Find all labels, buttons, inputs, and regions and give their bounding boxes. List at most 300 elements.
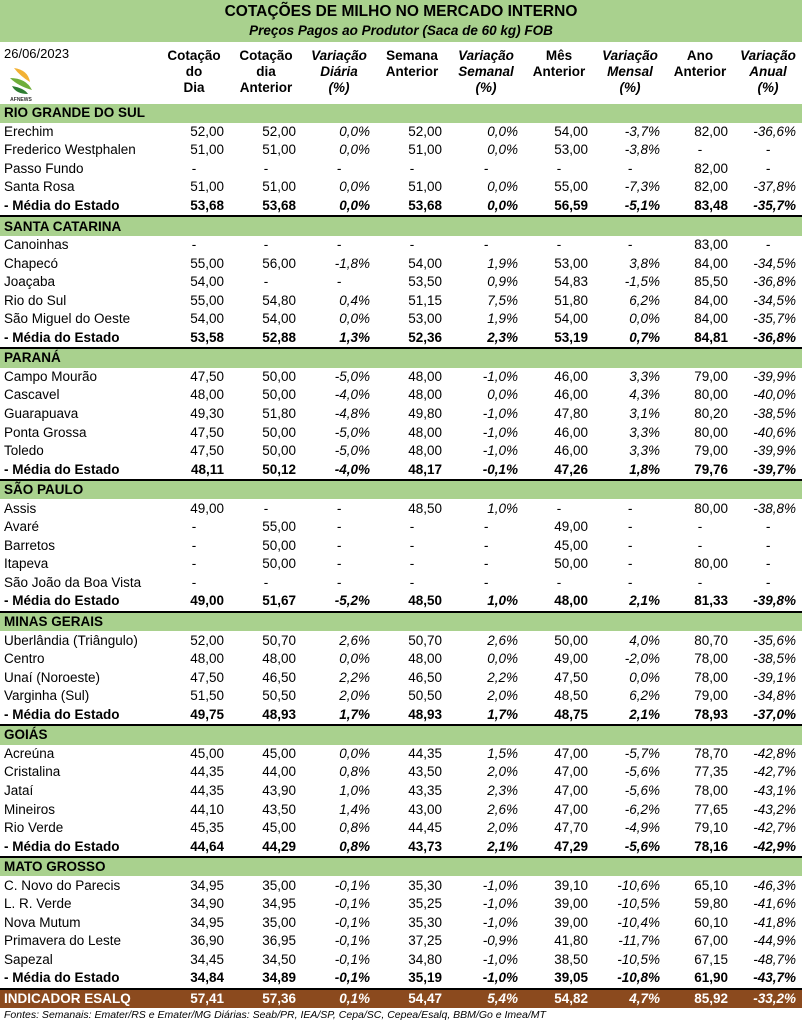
price-cell: -4,9% xyxy=(624,820,660,836)
price-cell: 2,0% xyxy=(487,764,518,780)
price-cell: 50,70 xyxy=(262,632,296,648)
price-cell: 39,00 xyxy=(554,896,588,912)
location-name: Frederico Westphalen xyxy=(4,142,136,158)
price-cell: -1,0% xyxy=(482,406,518,422)
price-cell: 79,76 xyxy=(666,460,734,480)
price-cell: - xyxy=(697,537,703,553)
page-subtitle: Preços Pagos ao Produtor (Saca de 60 kg) FOB xyxy=(249,23,553,38)
price-cell: 1,7% xyxy=(448,706,524,726)
price-cell: 48,17 xyxy=(376,460,448,480)
price-cell: 1,0% xyxy=(339,782,370,798)
price-cell: - xyxy=(765,556,771,572)
price-cell: -35,6% xyxy=(753,632,797,648)
price-cell: 50,00 xyxy=(262,556,296,572)
price-cell: 47,00 xyxy=(554,745,588,761)
price-cell: - xyxy=(263,500,269,516)
price-cell: -44,9% xyxy=(753,933,797,949)
price-cell: -33,2% xyxy=(734,989,802,1009)
price-cell: 53,19 xyxy=(524,329,594,349)
price-cell: 34,50 xyxy=(262,951,296,967)
price-cell: 80,70 xyxy=(694,632,728,648)
price-cell: 49,80 xyxy=(408,406,442,422)
city-row xyxy=(0,236,802,255)
price-cell: 50,00 xyxy=(554,556,588,572)
location-name: Acreúna xyxy=(4,745,55,761)
price-cell: -4,0% xyxy=(334,387,370,403)
price-cell: 49,00 xyxy=(190,500,224,516)
price-cell: -38,5% xyxy=(753,406,797,422)
price-cell: - xyxy=(556,237,562,253)
city-row xyxy=(0,763,802,782)
price-cell: 1,8% xyxy=(594,460,666,480)
price-cell: - xyxy=(627,556,633,572)
state-section-header xyxy=(0,348,802,368)
page-title: COTAÇÕES DE MILHO NO MERCADO INTERNO xyxy=(224,3,578,20)
city-row xyxy=(0,650,802,669)
price-cell: - xyxy=(697,142,703,158)
price-cell: 45,35 xyxy=(190,820,224,836)
price-cell: 47,50 xyxy=(190,368,224,384)
price-cell: -5,6% xyxy=(624,764,660,780)
price-cell: 1,3% xyxy=(302,329,376,349)
price-cell: 47,50 xyxy=(554,669,588,685)
price-cell: 54,80 xyxy=(262,292,296,308)
price-cell: -5,1% xyxy=(594,197,666,217)
price-cell: 34,95 xyxy=(262,896,296,912)
price-cell: - xyxy=(483,556,489,572)
price-cell: -10,5% xyxy=(617,896,660,912)
price-cell: 51,80 xyxy=(554,292,588,308)
price-cell: 85,50 xyxy=(694,274,728,290)
state-section-header xyxy=(0,216,802,236)
price-cell: 48,00 xyxy=(408,387,442,403)
price-cell: -10,5% xyxy=(617,951,660,967)
location-name: - Média do Estado xyxy=(0,837,158,857)
price-cell: 44,35 xyxy=(190,764,224,780)
price-cell: 80,00 xyxy=(694,424,728,440)
city-row xyxy=(0,123,802,142)
location-name: - Média do Estado xyxy=(0,329,158,349)
state-name: SÃO PAULO xyxy=(0,480,802,500)
price-cell: 59,80 xyxy=(694,896,728,912)
price-cell: - xyxy=(483,537,489,553)
price-cell: 0,0% xyxy=(629,311,660,327)
price-cell: 35,00 xyxy=(262,914,296,930)
price-cell: 79,10 xyxy=(694,820,728,836)
esalq-indicator-row xyxy=(0,989,802,1009)
price-cell: 53,68 xyxy=(158,197,230,217)
price-cell: 48,50 xyxy=(376,592,448,612)
price-cell: 45,00 xyxy=(262,820,296,836)
price-cell: 1,0% xyxy=(448,592,524,612)
price-cell: 50,00 xyxy=(262,443,296,459)
price-cell: 2,1% xyxy=(594,592,666,612)
state-average-row xyxy=(0,837,802,857)
price-cell: -6,2% xyxy=(624,801,660,817)
city-row xyxy=(0,914,802,933)
location-name: Rio do Sul xyxy=(4,292,67,308)
price-cell: -3,7% xyxy=(624,123,660,139)
price-cell: 4,0% xyxy=(629,632,660,648)
price-cell: 47,50 xyxy=(190,669,224,685)
price-cell: 84,00 xyxy=(694,311,728,327)
price-cell: 2,0% xyxy=(487,820,518,836)
price-cell: -39,9% xyxy=(753,443,797,459)
city-row xyxy=(0,442,802,461)
price-cell: -0,1% xyxy=(334,877,370,893)
price-cell: -4,8% xyxy=(334,406,370,422)
price-cell: -0,9% xyxy=(482,933,518,949)
price-cell: 47,00 xyxy=(554,801,588,817)
price-cell: 44,35 xyxy=(190,782,224,798)
price-cell: - xyxy=(409,537,415,553)
price-cell: 79,00 xyxy=(694,368,728,384)
price-cell: 35,00 xyxy=(262,877,296,893)
price-cell: 54,00 xyxy=(190,274,224,290)
price-cell: 50,00 xyxy=(262,537,296,553)
price-cell: -0,1% xyxy=(302,969,376,989)
state-average-row xyxy=(0,460,802,480)
price-cell: -42,7% xyxy=(753,820,797,836)
price-cell: - xyxy=(191,574,197,590)
price-cell: 48,75 xyxy=(524,706,594,726)
price-cell: - xyxy=(336,274,342,290)
location-name: Cascavel xyxy=(4,387,60,403)
location-name: Mineiros xyxy=(4,801,56,817)
city-row xyxy=(0,819,802,838)
price-cell: 37,25 xyxy=(408,933,442,949)
price-cell: 54,00 xyxy=(554,123,588,139)
price-cell: - xyxy=(483,160,489,176)
price-cell: - xyxy=(191,519,197,535)
price-cell: -35,7% xyxy=(734,197,802,217)
price-cell: 0,7% xyxy=(594,329,666,349)
column-header: Variação Anual (%) xyxy=(740,48,796,95)
price-cell: -1,0% xyxy=(482,914,518,930)
price-cell: 1,9% xyxy=(487,255,518,271)
price-cell: 4,7% xyxy=(594,989,666,1009)
price-cell: 77,35 xyxy=(694,764,728,780)
price-cell: 43,50 xyxy=(408,764,442,780)
price-cell: - xyxy=(409,574,415,590)
state-name: PARANÁ xyxy=(0,348,802,368)
price-cell: 49,30 xyxy=(190,406,224,422)
price-cell: -3,8% xyxy=(624,142,660,158)
price-cell: 0,0% xyxy=(487,142,518,158)
price-cell: -2,0% xyxy=(624,651,660,667)
price-cell: 2,3% xyxy=(487,782,518,798)
price-cell: 47,00 xyxy=(554,782,588,798)
price-cell: 56,00 xyxy=(262,255,296,271)
price-cell: 48,93 xyxy=(376,706,448,726)
price-cell: 39,10 xyxy=(554,877,588,893)
price-cell: 47,00 xyxy=(554,764,588,780)
price-cell: - xyxy=(627,160,633,176)
price-cell: 48,00 xyxy=(408,651,442,667)
price-cell: 35,19 xyxy=(376,969,448,989)
price-cell: - xyxy=(627,537,633,553)
price-cell: - xyxy=(556,574,562,590)
price-cell: 50,00 xyxy=(262,368,296,384)
price-cell: 0,1% xyxy=(302,989,376,1009)
location-name: C. Novo do Parecis xyxy=(4,877,121,893)
city-row xyxy=(0,932,802,951)
price-cell: -5,7% xyxy=(624,745,660,761)
price-cell: 54,82 xyxy=(524,989,594,1009)
price-cell: -7,3% xyxy=(624,179,660,195)
location-name: INDICADOR ESALQ xyxy=(0,989,158,1009)
price-cell: -43,2% xyxy=(753,801,797,817)
price-cell: 54,00 xyxy=(554,311,588,327)
price-cell: - xyxy=(263,274,269,290)
city-row xyxy=(0,160,802,179)
price-cell: -39,9% xyxy=(753,368,797,384)
price-cell: -5,6% xyxy=(594,837,666,857)
location-name: Sapezal xyxy=(4,951,53,967)
price-cell: 0,0% xyxy=(339,651,370,667)
price-cell: 2,1% xyxy=(448,837,524,857)
location-name: Campo Mourão xyxy=(4,368,98,384)
price-cell: - xyxy=(483,519,489,535)
state-section-header xyxy=(0,104,802,123)
price-cell: - xyxy=(336,537,342,553)
price-cell: -41,6% xyxy=(753,896,797,912)
price-cell: 54,00 xyxy=(262,311,296,327)
location-name: - Média do Estado xyxy=(0,197,158,217)
price-cell: 3,8% xyxy=(629,255,660,271)
price-cell: 53,68 xyxy=(230,197,302,217)
price-cell: 67,15 xyxy=(694,951,728,967)
city-row xyxy=(0,631,802,650)
price-cell: -35,7% xyxy=(753,311,797,327)
price-cell: 38,50 xyxy=(554,951,588,967)
price-cell: -5,0% xyxy=(334,424,370,440)
price-cell: - xyxy=(191,237,197,253)
price-cell: 51,80 xyxy=(262,406,296,422)
price-cell: 0,0% xyxy=(339,745,370,761)
price-cell: 45,00 xyxy=(554,537,588,553)
price-cell: - xyxy=(336,556,342,572)
price-cell: 80,00 xyxy=(694,387,728,403)
price-cell: 35,30 xyxy=(408,877,442,893)
price-cell: 48,11 xyxy=(158,460,230,480)
price-cell: 48,00 xyxy=(190,387,224,403)
price-cell: 0,8% xyxy=(302,837,376,857)
price-cell: 50,00 xyxy=(554,632,588,648)
price-cell: 34,95 xyxy=(190,877,224,893)
price-cell: 53,68 xyxy=(376,197,448,217)
price-cell: 0,9% xyxy=(487,274,518,290)
price-cell: 43,35 xyxy=(408,782,442,798)
price-cell: 1,9% xyxy=(487,311,518,327)
location-name: - Média do Estado xyxy=(0,460,158,480)
price-cell: - xyxy=(191,556,197,572)
price-cell: 50,50 xyxy=(262,688,296,704)
price-cell: - xyxy=(336,160,342,176)
price-cell: - xyxy=(409,556,415,572)
price-cell: 78,70 xyxy=(694,745,728,761)
price-cell: 51,00 xyxy=(408,142,442,158)
price-cell: -11,7% xyxy=(618,933,660,949)
price-cell: 43,73 xyxy=(376,837,448,857)
location-name: Assis xyxy=(4,500,37,516)
price-cell: 47,26 xyxy=(524,460,594,480)
price-cell: 46,00 xyxy=(554,368,588,384)
price-cell: 81,33 xyxy=(666,592,734,612)
price-cell: 4,3% xyxy=(629,387,660,403)
city-row xyxy=(0,555,802,574)
location-name: Varginha (Sul) xyxy=(4,688,90,704)
price-cell: -5,6% xyxy=(624,782,660,798)
price-cell: 44,10 xyxy=(190,801,224,817)
price-cell: 54,47 xyxy=(376,989,448,1009)
price-cell: 53,00 xyxy=(408,311,442,327)
price-cell: -36,6% xyxy=(753,123,797,139)
price-cell: 47,50 xyxy=(190,424,224,440)
state-section-header xyxy=(0,857,802,877)
price-cell: -4,0% xyxy=(302,460,376,480)
price-cell: 60,10 xyxy=(694,914,728,930)
price-cell: 45,00 xyxy=(262,745,296,761)
price-cell: 36,90 xyxy=(190,933,224,949)
state-name: GOIÁS xyxy=(0,725,802,745)
afnews-logo-icon xyxy=(4,64,38,102)
price-cell: 39,05 xyxy=(524,969,594,989)
location-name: Erechim xyxy=(4,123,54,139)
price-cell: - xyxy=(409,237,415,253)
price-cell: 0,0% xyxy=(487,651,518,667)
price-cell: -46,3% xyxy=(753,877,797,893)
price-cell: 2,1% xyxy=(594,706,666,726)
price-cell: 49,00 xyxy=(554,651,588,667)
city-row xyxy=(0,518,802,537)
location-name: Rio Verde xyxy=(4,820,64,836)
price-cell: 7,5% xyxy=(487,292,518,308)
price-cell: 0,0% xyxy=(629,669,660,685)
price-cell: 1,5% xyxy=(487,745,518,761)
price-cell: -1,5% xyxy=(624,274,660,290)
location-name: Centro xyxy=(4,651,45,667)
price-cell: -34,5% xyxy=(753,255,797,271)
city-row xyxy=(0,782,802,801)
price-cell: 2,6% xyxy=(487,632,518,648)
price-cell: -5,0% xyxy=(334,443,370,459)
price-cell: -10,6% xyxy=(617,877,660,893)
price-cell: - xyxy=(556,500,562,516)
price-cell: 52,00 xyxy=(262,123,296,139)
price-cell: 48,93 xyxy=(230,706,302,726)
price-cell: 47,70 xyxy=(554,820,588,836)
city-row xyxy=(0,254,802,273)
price-cell: 55,00 xyxy=(262,519,296,535)
city-row xyxy=(0,291,802,310)
location-name: Itapeva xyxy=(4,556,49,572)
price-cell: 0,8% xyxy=(339,820,370,836)
price-cell: -10,4% xyxy=(617,914,660,930)
price-cell: -5,0% xyxy=(334,368,370,384)
price-cell: 56,59 xyxy=(524,197,594,217)
city-row xyxy=(0,499,802,518)
location-name: Canoinhas xyxy=(4,237,69,253)
price-cell: 47,50 xyxy=(190,443,224,459)
location-name: Ponta Grossa xyxy=(4,424,87,440)
city-row xyxy=(0,368,802,387)
state-name: SANTA CATARINA xyxy=(0,216,802,236)
price-cell: -1,0% xyxy=(482,951,518,967)
state-section-header xyxy=(0,480,802,500)
price-cell: -40,0% xyxy=(753,387,797,403)
price-cell: 2,3% xyxy=(448,329,524,349)
price-cell: -39,7% xyxy=(734,460,802,480)
location-name: Joaçaba xyxy=(4,274,56,290)
price-cell: 82,00 xyxy=(694,179,728,195)
column-header: Ano Anterior xyxy=(673,48,727,79)
location-name: Uberlândia (Triângulo) xyxy=(4,632,138,648)
price-cell: 0,4% xyxy=(339,292,370,308)
price-cell: 83,48 xyxy=(666,197,734,217)
price-cell: 48,00 xyxy=(408,443,442,459)
location-name: - Média do Estado xyxy=(0,969,158,989)
price-cell: 1,7% xyxy=(302,706,376,726)
price-cell: -1,0% xyxy=(482,443,518,459)
column-header: Variação Semanal (%) xyxy=(458,48,514,95)
price-cell: -39,1% xyxy=(753,669,797,685)
price-cell: - xyxy=(409,160,415,176)
price-cell: 0,0% xyxy=(302,197,376,217)
price-cell: 53,00 xyxy=(554,142,588,158)
price-cell: -37,0% xyxy=(734,706,802,726)
price-cell: 45,00 xyxy=(190,745,224,761)
price-cell: 3,3% xyxy=(629,424,660,440)
city-row xyxy=(0,895,802,914)
column-header: Mês Anterior xyxy=(532,48,586,79)
city-row xyxy=(0,876,802,895)
price-cell: -5,2% xyxy=(302,592,376,612)
price-cell: 51,00 xyxy=(190,142,224,158)
location-name: Toledo xyxy=(4,443,44,459)
price-cell: 67,00 xyxy=(694,933,728,949)
price-cell: - xyxy=(765,237,771,253)
price-cell: 0,0% xyxy=(487,123,518,139)
svg-text:AFNEWS: AFNEWS xyxy=(10,97,32,102)
city-row xyxy=(0,574,802,593)
price-cell: 84,00 xyxy=(694,255,728,271)
price-cell: 51,67 xyxy=(230,592,302,612)
price-cell: -1,0% xyxy=(482,368,518,384)
price-cell: 82,00 xyxy=(694,160,728,176)
price-cell: - xyxy=(483,237,489,253)
city-row xyxy=(0,800,802,819)
price-cell: - xyxy=(191,537,197,553)
price-cell: 50,00 xyxy=(262,387,296,403)
price-cell: 44,29 xyxy=(230,837,302,857)
price-cell: - xyxy=(697,519,703,535)
price-cell: 46,00 xyxy=(554,443,588,459)
price-cell: -0,1% xyxy=(334,951,370,967)
state-average-row xyxy=(0,329,802,349)
price-cell: 47,80 xyxy=(554,406,588,422)
price-cell: 35,25 xyxy=(408,896,442,912)
price-cell: 84,81 xyxy=(666,329,734,349)
price-cell: 55,00 xyxy=(554,179,588,195)
price-cell: 79,00 xyxy=(694,443,728,459)
price-cell: 55,00 xyxy=(190,255,224,271)
price-cell: 34,45 xyxy=(190,951,224,967)
location-name: Passo Fundo xyxy=(4,160,84,176)
price-cell: 83,00 xyxy=(694,237,728,253)
price-cell: - xyxy=(627,237,633,253)
price-cell: -41,8% xyxy=(753,914,797,930)
